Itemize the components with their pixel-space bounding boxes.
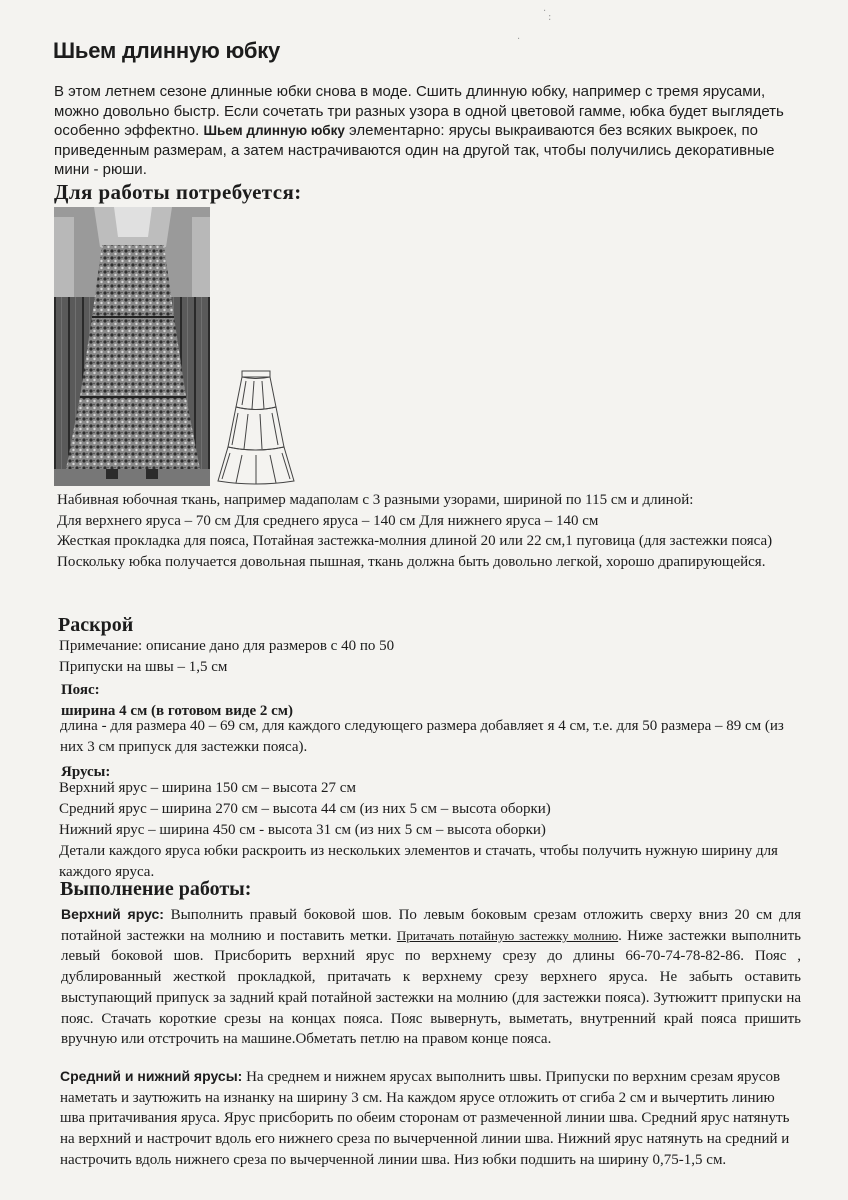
intro-text-continued: элементарно: ярусы выкраиваются без всяких выкроек, по приведенным размерам, а затем настрачиваются один на другой так, чтобы получились декоративные мини - рюши. [54,122,775,179]
materials-line: Для верхнего яруса – 70 см Для среднего яруса – 140 см Для нижнего яруса – 140 см [57,512,599,529]
cutting-note-line: Примечание: описание дано для размеров с 40 по 50 [59,638,395,654]
tier-line: Средний ярус – ширина 270 см – высота 44 см (из них 5 см – высота оборки) [59,801,551,817]
belt-length: длина - для размера 40 – 69 см, для каждого следующего размера добавляеτ я 4 см, т.е. для 50 размера – 89 см (из них 3 см припуск для застежки пояса). [60,718,784,755]
cutting-heading: Раскрой [58,614,134,636]
tiers-list [59,778,799,883]
belt-heading: Пояс: [61,682,100,698]
materials-line: Поскольку юбка получается довольная пышная, ткань должна быть довольно легкой, хорошо драпирующейся. [57,553,766,570]
materials-line: Набивная юбочная ткань, например мадаполам с 3 разными узорами, шириной по 115 см и длиной: [57,492,694,508]
scan-mark-icon: · [517,34,521,45]
page-title: Шьем длинную юбку [53,38,281,63]
materials-list [57,490,797,572]
materials-line: Жесткая прокладка для пояса, Потайная застежка-молния длиной 20 или 22 см,1 пуговица (для застежки пояса) [57,533,773,550]
middle-lower-tier-instructions [60,1066,800,1171]
intro-text: В этом летнем сезоне длинные юбки снова в моде. Сшить длинную юбку, например с тремя ярусами, можно довольно быстр. Если сочетать три разных узора в одной цветовой гамме, юбка будет выглядеть особенно эффектно. [54,83,784,140]
upper-tier-text-continued: . Ниже застежки выполнить левый боковой шов. Присборить верхний ярус по верхнему срезу до длины 66-70-74-78-82-86. Пояс , дублированный жесткой прокладкой, притачать к верхнему срезу верхнего яруса. Не забыть оставить выступающий припуск за задний край потайной застежки на молнию (для застежки пояса). Зутюжитт припуски на пояс. Стачать короткие срезы на концах пояса. Пояс вывернуть, выметать, внутренний край пояса пришить вручную или отстрочить на машине.Обметать петлю на правом конце пояса. [61,927,801,1048]
intro-bold-phrase: Шьем длинную юбку [203,123,345,139]
upper-tier-text: Выполнить правый боковой шов. По левым боковым срезам отложить сверху вниз 20 см для потайной застежки на молнию и поставить метки. [61,907,801,944]
scan-mark-icon: · [543,6,547,17]
materials-heading: Для работы потребуется: [54,180,302,204]
cutting-note-line: Припуски на швы – 1,5 см [59,659,228,675]
tier-line: Детали каждого яруса юбки раскроить из нескольких элементов и стачать, чтобы получить нужную ширину для каждого яруса. [59,843,778,880]
intro-paragraph [54,82,814,180]
tiers-heading: Ярусы: [61,764,111,780]
tier-line: Верхний ярус – ширина 150 см – высота 27 см [59,780,356,796]
cutting-notes [59,636,799,678]
tier-line: Нижний ярус – ширина 450 см - высота 31 см (из них 5 см – высота оборки) [59,822,546,838]
belt-width: ширина 4 см (в готовом виде 2 см) [61,703,293,719]
skirt-photo [54,207,210,486]
scan-mark-icon: : [548,12,552,23]
upper-tier-instructions [61,904,801,1050]
skirt-sketch [216,367,296,487]
execution-heading: Выполнение работы: [60,878,252,900]
upper-tier-label: Верхний ярус: [61,906,164,922]
zipper-underlined-text: Притачать потайную застежку молнию [396,927,619,943]
middle-lower-tier-label: Средний и нижний ярусы: [60,1068,243,1084]
middle-lower-tier-text: На среднем и нижнем ярусах выполнить швы. Припуски по верхним срезам ярусов наметать и заутюжить на изнанку на ширину 3 см. На каждом ярусе отложить от сгиба 2 см и вычертить линию шва притачивания яруса. Ярус присборить по обеим сторонам от размеченной линии шва. Средний ярус натянуть на верхний и настрочит вдоль его нижнего среза по вычерченной линии шва. Нижний ярус натянуть на средний и настрочить вдоль нижнего среза по вычерченной линии шва. Низ юбки подшить на ширину 0,75-1,5 см. [60,1069,790,1168]
